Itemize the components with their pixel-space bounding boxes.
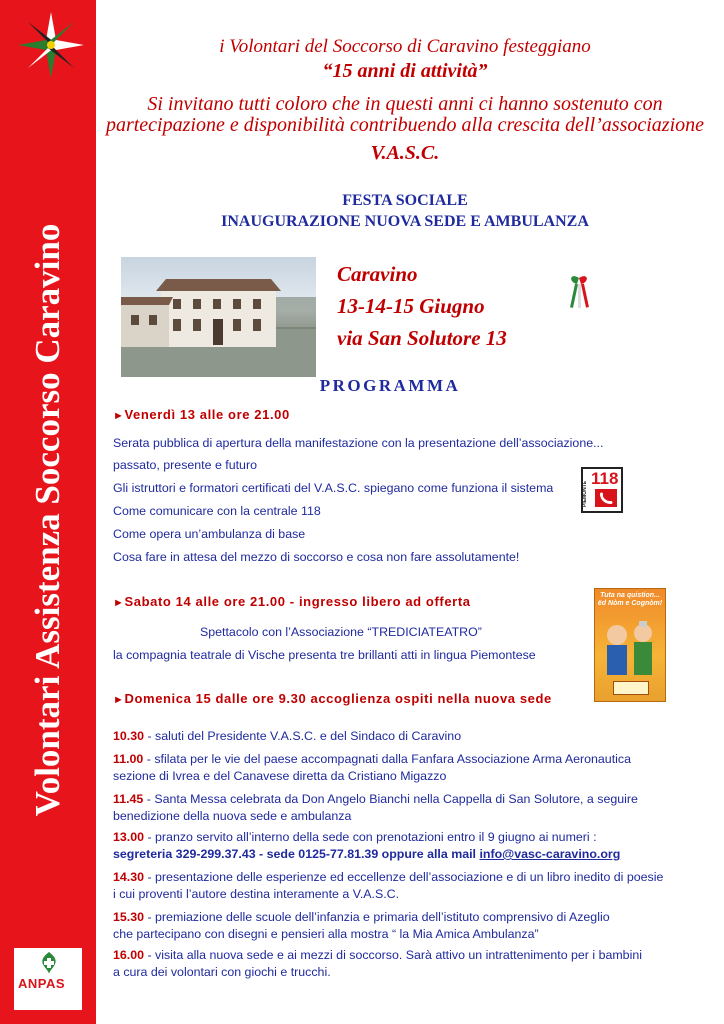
saturday-line: Spettacolo con l’Associazione “TREDICIATEATRO” [200,625,482,639]
event-address: via San Solutore 13 [337,326,507,350]
header-line-1: i Volontari del Soccorso di Caravino festeggiano [219,36,591,57]
arrow-right-icon: ► [113,694,125,706]
sunday-item-continuation: benedizione della nuova sede e ambulanza [113,809,352,823]
header-vasc: V.A.S.C. [370,142,440,164]
sunday-heading-text: Domenica 15 dalle ore 9.30 accoglienza ospiti nella nuova sede [124,691,552,706]
sunday-item-text: - premiazione delle scuole dell’infanzia e primaria dell’istituto comprensivo di Azeglio [147,910,610,924]
email-link[interactable]: info@vasc-caravino.org [479,847,621,861]
programma-title: PROGRAMMA [319,376,461,395]
sunday-item-time: 15.30 [113,910,145,924]
sunday-item [113,948,642,962]
anpas-logo [14,948,82,1010]
sunday-item-text: - presentazione delle esperienze ed eccellenze dell’associazione e di un libro inedito di poesie [147,870,664,884]
header-invite-b: partecipazione e disponibilità contribuendo alla crescita dell’associazione [105,114,705,136]
saturday-line: la compagnia teatrale di Vische presenta tre brillanti atti in lingua Piemontese [113,648,536,662]
friday-line: Serata pubblica di apertura della manifestazione con la presentazione dell’associazione... [113,436,604,450]
theatre-poster [594,588,666,702]
friday-line: Gli istruttori e formatori certificati del V.A.S.C. spiegano come funziona il sistema [113,481,554,495]
header-line-2: “15 anni di attività” [322,60,488,82]
sunday-item-text: - pranzo servito all’interno della sede con prenotazioni entro il 9 giugno ai numeri : [147,830,597,844]
friday-line: Cosa fare in attesa del mezzo di soccorso e cosa non fare assolutamente! [113,550,520,564]
sunday-item [113,792,638,806]
sunday-heading [113,691,552,706]
anpas-logo-text: ANPAS [18,976,66,991]
sunday-item [113,752,631,766]
poster-characters-illustration [599,615,661,679]
tricolor-ribbon-icon [566,274,592,310]
sunday-item-time: 10.30 [113,729,145,743]
event-place: Caravino [337,262,418,286]
contacts-line [113,847,620,861]
header-invite-a: Si invitano tutti coloro che in questi anni ci hanno sostenuto con [147,93,663,115]
anpas-cross-icon [40,952,58,974]
contacts-text: segreteria 329-299.37.43 - sede 0125-77.81.39 oppure alla mail [113,847,476,861]
poster-badge [613,681,649,695]
logo-118 [581,467,623,513]
header-invite [100,94,710,136]
sidebar-vertical-title: Volontari Assistenza Soccorso Caravino [28,223,67,817]
sunday-item-continuation: che partecipano con disegni e pensieri alla mostra “ la Mia Amica Ambulanza” [113,927,539,941]
sunday-item-text: - saluti del Presidente V.A.S.C. e del Sindaco di Caravino [147,729,462,743]
saturday-heading [113,594,471,609]
sunday-item [113,830,597,844]
logo-118-region: PIEMONTE [582,480,588,507]
arrow-right-icon: ► [113,597,125,609]
sunday-item-continuation: i cui proventi l’autore destina interamente a V.A.S.C. [113,887,400,901]
friday-line: Come comunicare con la centrale 118 [113,504,321,518]
arrow-right-icon: ► [113,410,125,422]
sunday-item-text: - visita alla nuova sede e ai mezzi di soccorso. Sarà attivo un intrattenimento per i bambini [147,948,642,962]
friday-line: passato, presente e futuro [113,458,257,472]
sunday-item-time: 11.45 [113,792,144,806]
building-photo [121,257,316,377]
sunday-item-time: 13.00 [113,830,145,844]
sunday-item-text: - sfilata per le vie del paese accompagnati dalla Fanfara Associazione Arma Aeronautica [146,752,631,766]
sunday-item-continuation: sezione di Ivrea e del Canavese diretta da Cristiano Migazzo [113,769,447,783]
sunday-item-time: 16.00 [113,948,145,962]
sunday-item-time: 11.00 [113,752,144,766]
saturday-heading-text: Sabato 14 alle ore 21.00 - ingresso libero ad offerta [124,594,471,609]
building-illustration [121,257,316,377]
sunday-item [113,729,461,743]
poster-title: Tuta na quistion... ëd Nòm e Cognòm! [597,592,663,607]
festa-title: FESTA SOCIALE [342,192,468,209]
friday-heading-text: Venerdì 13 alle ore 21.00 [124,407,290,422]
friday-line: Come opera un’ambulanza di base [113,527,306,541]
sunday-item-text: - Santa Messa celebrata da Don Angelo Bianchi nella Cappella di San Solutore, a seguire [146,792,638,806]
festa-subtitle: INAUGURAZIONE NUOVA SEDE E AMBULANZA [221,213,589,230]
friday-heading [113,407,290,422]
sunday-item-time: 14.30 [113,870,145,884]
sunday-item [113,870,663,884]
sunday-item [113,910,610,924]
sidebar-band [0,0,96,1024]
event-dates: 13-14-15 Giugno [337,294,485,318]
logo-118-number: 118 [591,469,619,488]
sunday-item-continuation: a cura dei volontari con giochi e trucchi. [113,965,331,979]
phone-icon [595,489,617,507]
